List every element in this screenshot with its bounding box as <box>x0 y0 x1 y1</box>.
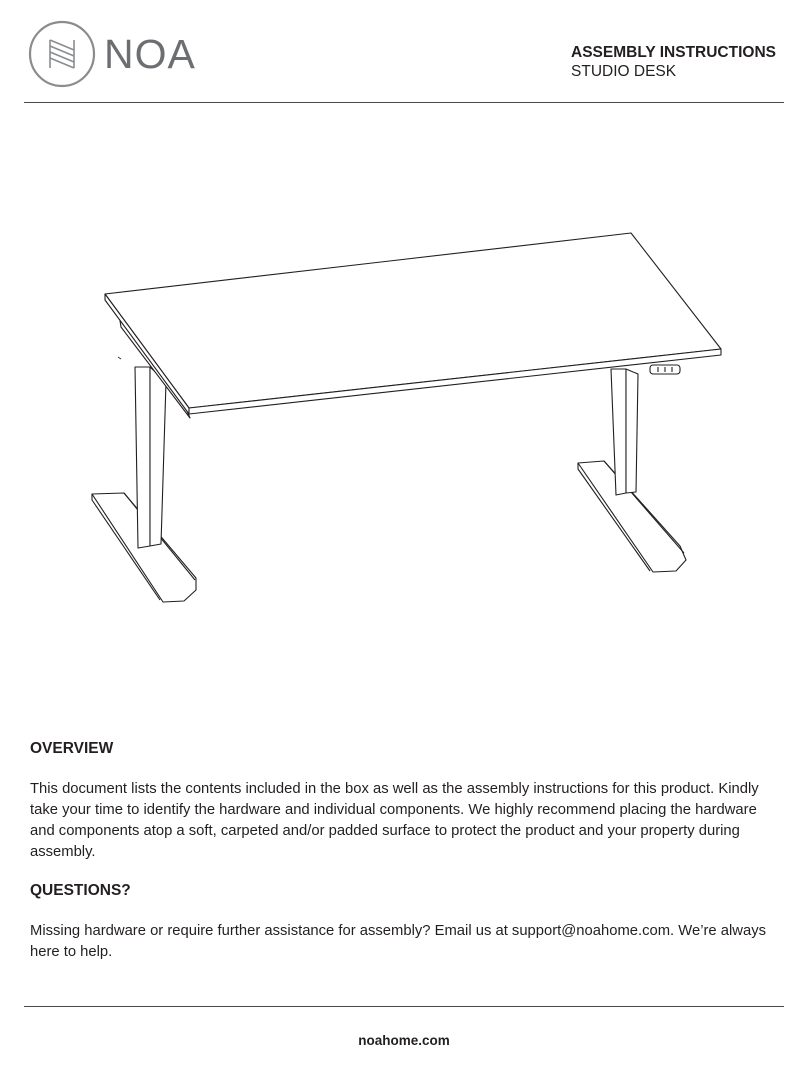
brand-logo <box>28 20 196 88</box>
footer-divider <box>24 1006 784 1007</box>
overview-body: This document lists the contents included in the box as well as the assembly instructions for this product. Kindly take your time to identify the hardware and individual components. We highly recommend placing the hardware and components atop a soft, carpeted and/or padded surface to protect the product and your property during assembly. <box>30 781 759 860</box>
questions-heading: QUESTIONS? <box>30 882 131 899</box>
document-header <box>571 43 776 81</box>
brand-wordmark: NOA <box>104 30 196 77</box>
overview-section <box>30 739 770 863</box>
noa-logo-icon <box>28 20 96 88</box>
footer-website[interactable]: noahome.com <box>358 1033 450 1048</box>
questions-section <box>30 881 770 963</box>
overview-heading: OVERVIEW <box>30 740 114 757</box>
questions-body: Missing hardware or require further assistance for assembly? Email us at support@noahome.com. We’re always here to help. <box>30 923 766 960</box>
desk-illustration <box>0 200 808 620</box>
header-divider <box>24 102 784 103</box>
document-title: ASSEMBLY INSTRUCTIONS <box>571 44 776 61</box>
product-name: STUDIO DESK <box>571 63 677 80</box>
